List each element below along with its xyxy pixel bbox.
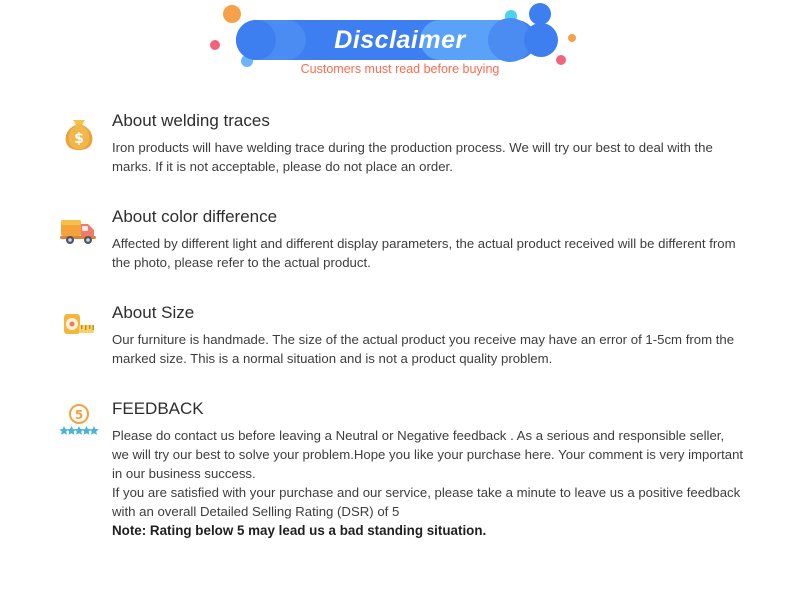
section-title: FEEDBACK: [112, 399, 204, 418]
money-bag-icon: [58, 112, 100, 154]
section-body: [112, 426, 744, 540]
section-paragraph: Please do contact us before leaving a Neutral or Negative feedback . As a serious and responsible seller, we will try our best to solve your problem.Hope you like your purchase here. Your comment is very important in our business success.: [112, 428, 744, 481]
section-paragraph: Iron products will have welding trace during the production process. We will try our best to deal with the marks. If it is not acceptable, please do not place an order.: [112, 140, 713, 174]
delivery-truck-icon: [58, 208, 100, 250]
banner: [0, 0, 800, 92]
section-size: [0, 302, 800, 368]
banner-title: Disclaimer: [334, 26, 466, 54]
section-paragraph: Affected by different light and different display parameters, the actual product received will be different from the photo, please refer to the actual product.: [112, 236, 736, 270]
section-paragraph: Our furniture is handmade. The size of the actual product you receive may have an error of 1-5cm from the marked size. This is a normal situation and is not a product quality problem.: [112, 332, 735, 366]
section-color-difference: [0, 206, 800, 272]
svg-text:5: 5: [74, 408, 84, 422]
measure-tape-icon: [58, 304, 100, 346]
section-paragraph-secondary: If you are satisfied with your purchase and our service, please take a minute to leave us a positive feedback with an overall Detailed Selling Rating (DSR) of 5: [112, 485, 741, 519]
section-body: [112, 138, 744, 176]
section-title: About Size: [112, 303, 195, 322]
svg-text:$: $: [74, 131, 84, 147]
content-area: [0, 92, 800, 540]
section-body: [112, 234, 744, 272]
section-title: About welding traces: [112, 111, 270, 130]
banner-subtitle: Customers must read before buying: [300, 62, 500, 76]
five-star-rating-icon: [58, 400, 100, 442]
section-title: About color difference: [112, 207, 278, 226]
section-body: [112, 330, 744, 368]
feedback-note: Note: Rating below 5 may lead us a bad standing situation.: [112, 523, 487, 538]
section-welding-traces: [0, 110, 800, 176]
section-feedback: [0, 398, 800, 540]
